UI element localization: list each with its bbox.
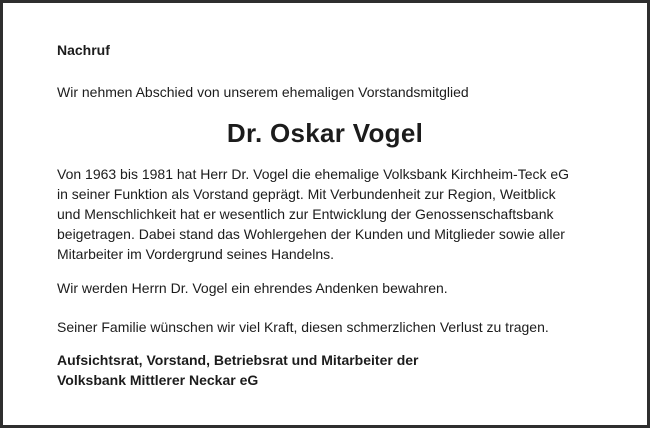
notice-heading: Nachruf <box>57 42 110 58</box>
signature-line: Aufsichtsrat, Vorstand, Betriebsrat und Mitarbeiter der <box>57 352 419 368</box>
signature-line: Volksbank Mittlerer Neckar eG <box>57 372 259 388</box>
tribute-line: Von 1963 bis 1981 hat Herr Dr. Vogel die ehemalige Volksbank Kirchheim-Teck eG <box>57 166 570 182</box>
intro-line: Wir nehmen Abschied von unserem ehemaligen Vorstandsmitglied <box>57 84 469 100</box>
signature-block <box>57 350 418 390</box>
condolence-line: Seiner Familie wünschen wir viel Kraft, diesen schmerzlichen Verlust zu tragen. <box>57 319 549 335</box>
tribute-line: Mitarbeiter im Vordergrund seines Handelns. <box>57 246 335 262</box>
tribute-line: und Menschlichkeit hat er wesentlich zur Entwicklung der Genossenschaftsbank <box>57 206 554 222</box>
tribute-paragraph <box>57 164 569 264</box>
tribute-line: beigetragen. Dabei stand das Wohlergehen der Kunden und Mitglieder sowie aller <box>57 226 565 242</box>
honor-line: Wir werden Herrn Dr. Vogel ein ehrendes Andenken bewahren. <box>57 280 448 296</box>
tribute-line: in seiner Funktion als Vorstand geprägt. Mit Verbundenheit zur Region, Weitblick <box>57 186 556 202</box>
deceased-name: Dr. Oskar Vogel <box>226 118 424 148</box>
